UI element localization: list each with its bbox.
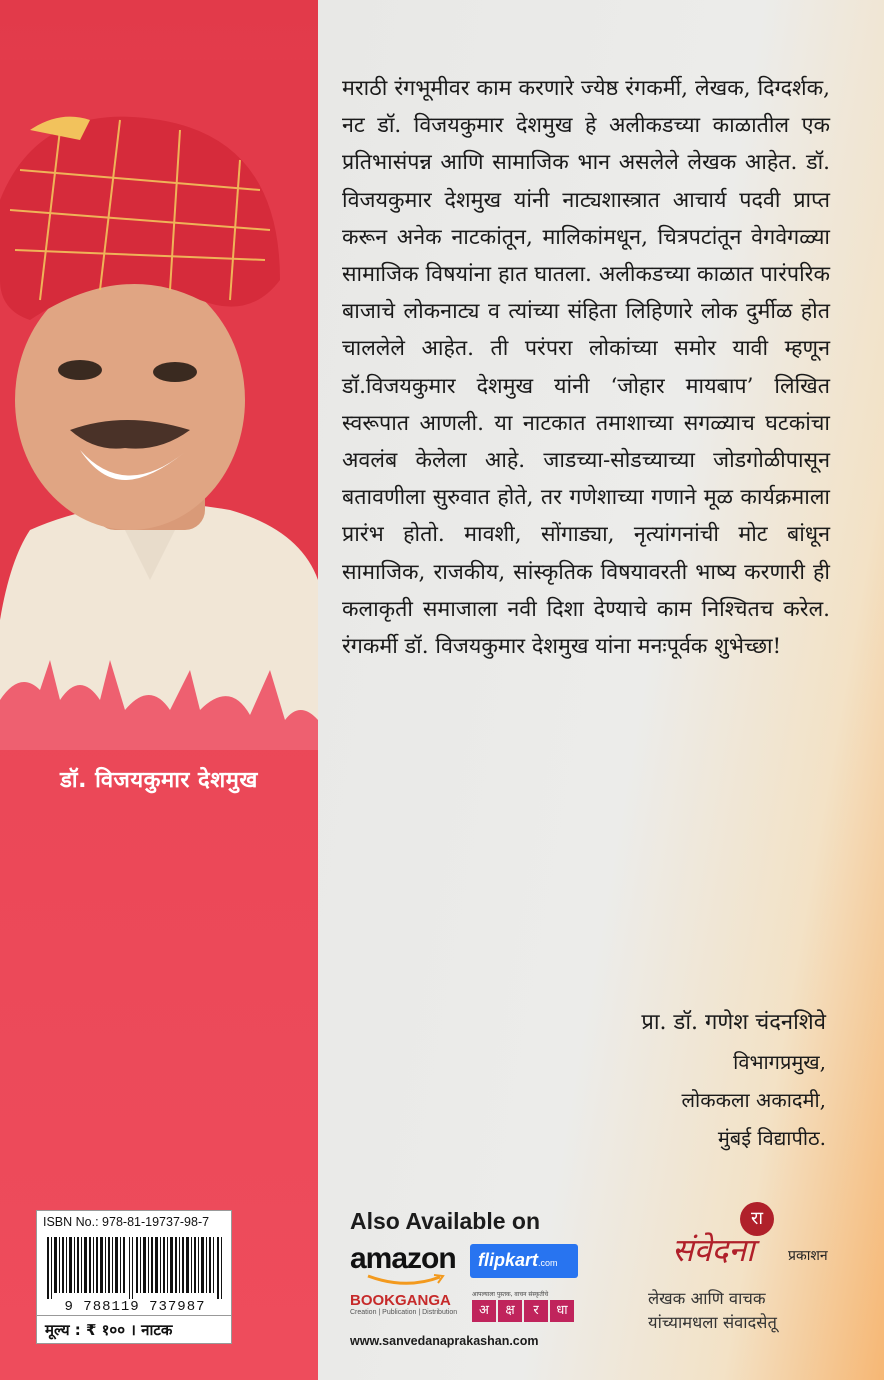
bookganga-tagline: Creation | Publication | Distribution <box>350 1309 458 1316</box>
publisher-website: www.sanvedanaprakashan.com <box>350 1334 539 1348</box>
barcode-digits: 9 788119 737987 <box>64 1299 206 1315</box>
price-label: मूल्य : ₹ १०० । नाटक <box>37 1315 231 1343</box>
akshardhara-letter: क्ष <box>498 1300 522 1322</box>
publisher-mark-icon: रा <box>740 1202 774 1236</box>
bookganga-logo <box>350 1292 468 1330</box>
publisher-tagline-2: यांच्यामधला संवादसेतू <box>648 1313 777 1332</box>
availability-block <box>350 1208 590 1348</box>
blurb-text: मराठी रंगभूमीवर काम करणारे ज्येष्ठ रंगकर्मी, लेखक, दिग्दर्शक, नट डॉ. विजयकुमार देशमुख हे अलीकडच्या काळातील एक प्रतिभासंपन्न आणि सामाजिक भान असलेले लेखक आहेत. डॉ. विजयकुमार देशमुख यांनी नाट्यशास्त्रात आचार्य पदवी प्राप्त करून अनेक नाटकांतून, मालिकांमधून, चित्रपटांतून वेगवेगळ्या सामाजिक विषयांना हात घातला. अलीकडच्या काळात पारंपरिक बाजाचे लोकनाट्य व त्यांच्या संहिता लिहिणारे लोक दुर्मीळ होत चाललेले आहेत. ती परंपरा लोकांच्या समोर यावी म्हणून डॉ.विजयकुमार देशमुख यांनी ‘जोहार मायबाप’ लिखित स्वरूपात आणली. या नाटकात तमाशाच्या सगळ्याच घटकांचा अवलंब केलेला आहे. जाडच्या-सोडच्याच्या जोडगोळीपासून बतावणीला सुरुवात होते, तर गणेशाच्या गणाने मूळ कार्यक्रमाला प्रारंभ होतो. मावशी, सोंगाड्या, नृत्यांगनांची मोट बांधून सामाजिक, राजकीय, सांस्कृतिक विषयावरती भाष्य करणारी ही कलाकृती समाजाला नवी दिशा देण्याचे काम निश्चितच करेल. रंगकर्मी डॉ. विजयकुमार देशमुख यांना मनःपूर्वक शुभेच्छा! <box>342 76 830 660</box>
isbn-label: ISBN No.: 978-81-19737-98-7 <box>43 1215 210 1229</box>
flipkart-logo <box>470 1244 578 1278</box>
signature-name: प्रा. डॉ. गणेश चंदनशिवे <box>641 1010 826 1035</box>
akshardhara-letter: धा <box>550 1300 574 1322</box>
amazon-smile-icon <box>366 1274 446 1286</box>
signature-institution: लोककला अकादमी, <box>681 1088 826 1112</box>
left-panel <box>0 0 318 1380</box>
publisher-block <box>612 1198 852 1368</box>
barcode-box <box>36 1210 232 1344</box>
akshardhara-letter: र <box>524 1300 548 1322</box>
akshardhara-letter: अ <box>472 1300 496 1322</box>
publisher-tagline-1: लेखक आणि वाचक <box>648 1289 766 1308</box>
akshardhara-letters <box>472 1300 576 1322</box>
akshardhara-tagline: आपल्याला पुस्तक, वाचन संस्कृतीचे <box>472 1291 549 1298</box>
author-photo <box>0 60 318 750</box>
signature-block <box>466 1003 826 1157</box>
barcode-bars <box>47 1237 223 1299</box>
publisher-suffix: प्रकाशन <box>788 1248 828 1264</box>
availability-title: Also Available on <box>350 1208 541 1234</box>
publisher-name: संवेदना <box>672 1231 755 1269</box>
akshardhara-logo <box>472 1290 576 1330</box>
amazon-logo: amazon <box>350 1242 456 1275</box>
signature-title: विभागप्रमुख, <box>733 1050 826 1074</box>
flipkart-suffix: .com <box>538 1258 558 1268</box>
signature-university: मुंबई विद्यापीठ. <box>717 1126 826 1150</box>
bookganga-name: BOOKGANGA <box>350 1292 451 1309</box>
flipkart-name: flipkart <box>478 1250 539 1270</box>
author-name: डॉ. विजयकुमार देशमुख <box>60 768 258 793</box>
